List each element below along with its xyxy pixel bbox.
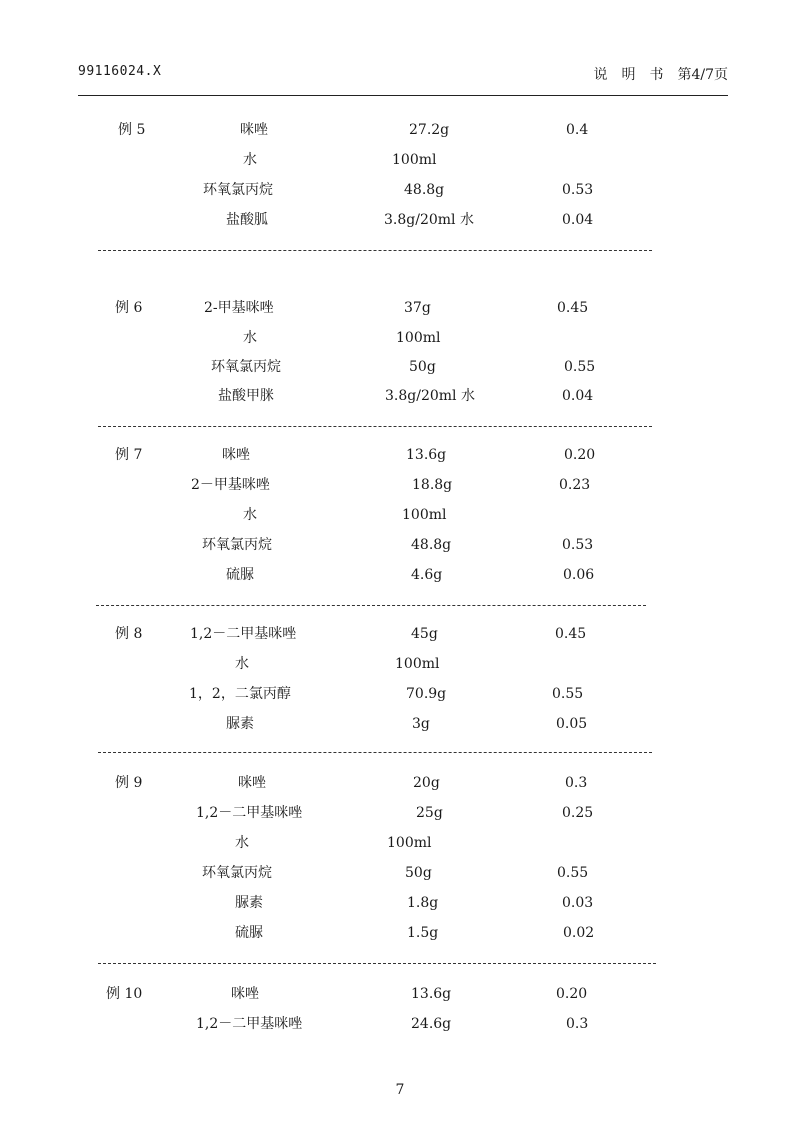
- document-number: 99116024.X: [78, 64, 162, 79]
- molar-ratio: 0.3: [565, 775, 588, 791]
- ingredient-name: 水: [243, 152, 257, 168]
- ingredient-name: 1，2，二氯丙醇: [189, 686, 291, 702]
- ingredient-amount: 24.6g: [411, 1016, 452, 1032]
- ingredient-amount: 37g: [404, 300, 431, 316]
- example-label: 例 9: [115, 775, 143, 791]
- ingredient-name: 咪唑: [240, 122, 268, 138]
- ingredient-amount: 48.8g: [404, 182, 445, 198]
- molar-ratio: 0.25: [562, 805, 594, 821]
- ingredient-amount: 13.6g: [411, 986, 452, 1002]
- molar-ratio: 0.05: [556, 716, 588, 732]
- molar-ratio: 0.04: [562, 212, 594, 228]
- ingredient-name: 脲素: [235, 895, 263, 911]
- molar-ratio: 0.53: [562, 537, 594, 553]
- molar-ratio: 0.55: [557, 865, 589, 881]
- ingredient-name: 1,2－二甲基咪唑: [196, 805, 303, 821]
- molar-ratio: 0.23: [559, 477, 591, 493]
- ingredient-amount: 1.8g: [407, 895, 439, 911]
- ingredient-name: 1,2－二甲基咪唑: [190, 626, 297, 642]
- molar-ratio: 0.53: [562, 182, 594, 198]
- ingredient-name: 脲素: [226, 716, 254, 732]
- molar-ratio: 0.03: [562, 895, 594, 911]
- ingredient-name: 1,2－二甲基咪唑: [196, 1016, 303, 1032]
- ingredient-amount: 48.8g: [411, 537, 452, 553]
- ingredient-amount: 50g: [405, 865, 432, 881]
- molar-ratio: 0.06: [563, 567, 595, 583]
- molar-ratio: 0.20: [556, 986, 588, 1002]
- section-divider: [98, 752, 652, 753]
- ingredient-amount: 100ml: [387, 835, 432, 851]
- ingredient-name: 咪唑: [222, 447, 250, 463]
- ingredient-amount: 100ml: [392, 152, 437, 168]
- ingredient-amount: 25g: [416, 805, 443, 821]
- ingredient-amount: 27.2g: [409, 122, 450, 138]
- ingredient-name: 2-甲基咪唑: [204, 300, 274, 316]
- page-number: 7: [395, 1082, 405, 1098]
- document-title: 说明书: [593, 67, 678, 83]
- ingredient-amount: 100ml: [396, 330, 441, 346]
- ingredient-amount: 4.6g: [411, 567, 443, 583]
- example-label: 例 10: [106, 986, 143, 1002]
- ingredient-name: 硫脲: [226, 567, 254, 583]
- ingredient-name: 盐酸胍: [226, 212, 268, 228]
- ingredient-name: 硫脲: [235, 925, 263, 941]
- ingredient-name: 盐酸甲脒: [218, 388, 274, 404]
- ingredient-name: 咪唑: [238, 775, 266, 791]
- ingredient-amount: 18.8g: [412, 477, 453, 493]
- ingredient-name: 环氧氯丙烷: [202, 537, 272, 553]
- ingredient-name: 咪唑: [231, 986, 259, 1002]
- ingredient-amount: 50g: [409, 359, 436, 375]
- molar-ratio: 0.55: [552, 686, 584, 702]
- ingredient-amount: 100ml: [402, 507, 447, 523]
- section-divider: [98, 426, 652, 427]
- ingredient-name: 水: [235, 656, 249, 672]
- molar-ratio: 0.3: [566, 1016, 589, 1032]
- ingredient-amount: 3g: [412, 716, 430, 732]
- ingredient-name: 水: [243, 330, 257, 346]
- example-label: 例 6: [115, 300, 143, 316]
- ingredient-amount: 20g: [413, 775, 440, 791]
- section-divider: [98, 250, 652, 251]
- example-label: 例 7: [115, 447, 143, 463]
- ingredient-name: 环氧氯丙烷: [202, 865, 272, 881]
- ingredient-amount: 3.8g/20ml 水: [384, 212, 474, 228]
- ingredient-amount: 1.5g: [407, 925, 439, 941]
- ingredient-name: 2－甲基咪唑: [191, 477, 270, 493]
- ingredient-amount: 13.6g: [406, 447, 447, 463]
- ingredient-amount: 100ml: [395, 656, 440, 672]
- ingredient-name: 水: [235, 835, 249, 851]
- example-label: 例 5: [118, 122, 146, 138]
- ingredient-name: 环氧氯丙烷: [203, 182, 273, 198]
- section-divider: [96, 605, 646, 606]
- molar-ratio: 0.45: [557, 300, 589, 316]
- molar-ratio: 0.02: [563, 925, 595, 941]
- ingredient-amount: 45g: [411, 626, 438, 642]
- molar-ratio: 0.45: [555, 626, 587, 642]
- ingredient-name: 环氧氯丙烷: [211, 359, 281, 375]
- molar-ratio: 0.04: [562, 388, 594, 404]
- ingredient-name: 水: [243, 507, 257, 523]
- molar-ratio: 0.55: [564, 359, 596, 375]
- molar-ratio: 0.4: [566, 122, 589, 138]
- example-label: 例 8: [115, 626, 143, 642]
- ingredient-amount: 3.8g/20ml 水: [385, 388, 475, 404]
- molar-ratio: 0.20: [564, 447, 596, 463]
- ingredient-amount: 70.9g: [406, 686, 447, 702]
- page-label: 第4/7页: [677, 67, 728, 83]
- section-divider: [98, 963, 656, 964]
